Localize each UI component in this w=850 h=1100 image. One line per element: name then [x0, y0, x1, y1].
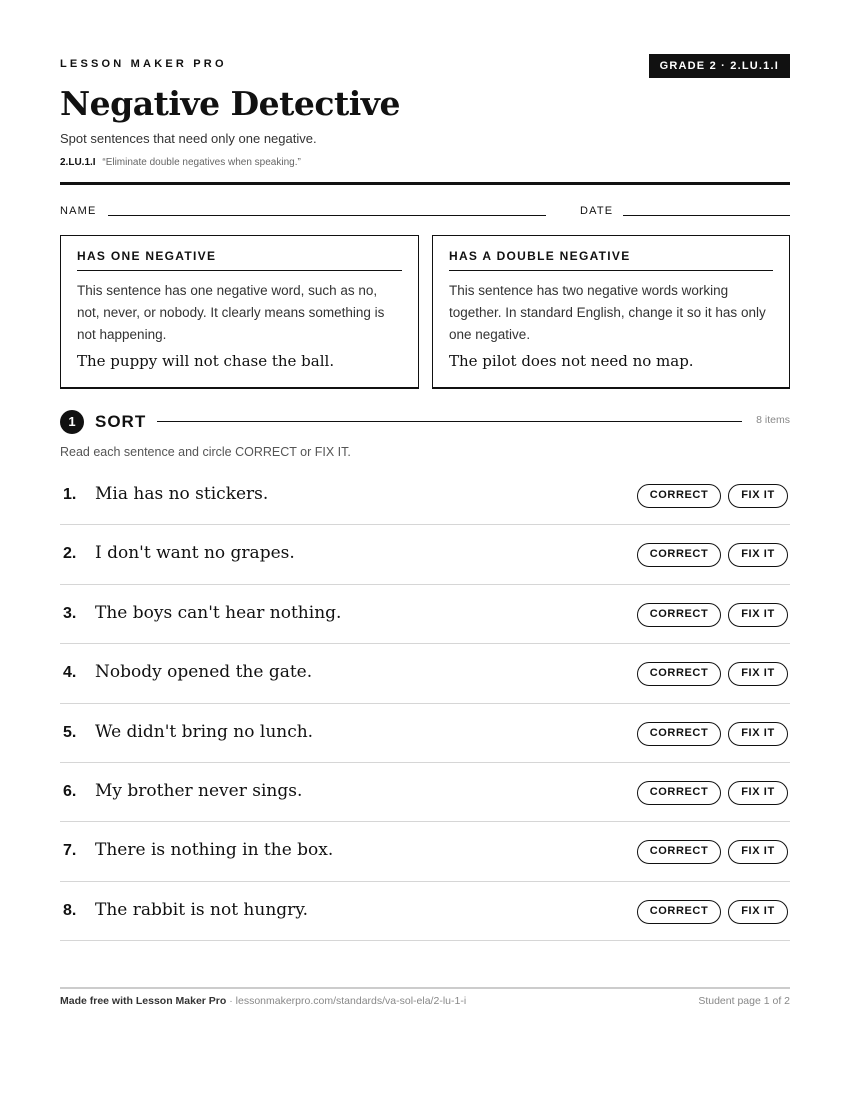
fix-it-button[interactable]: FIX IT [728, 484, 788, 508]
list-item [60, 822, 790, 881]
correct-button[interactable]: CORRECT [637, 603, 721, 627]
item-number: 7. [63, 842, 77, 860]
box-heading: HAS A DOUBLE NEGATIVE [449, 249, 773, 271]
page-title: Negative Detective [60, 84, 400, 123]
item-number: 8. [63, 901, 77, 919]
item-number: 2. [63, 545, 77, 563]
section-divider [157, 421, 742, 422]
box-example: The pilot does not need no map. [449, 352, 694, 370]
correct-button[interactable]: CORRECT [637, 722, 721, 746]
fix-it-button[interactable]: FIX IT [728, 543, 788, 567]
standard-reference [60, 157, 301, 168]
footer-credit [60, 995, 466, 1007]
section-number-badge: 1 [60, 410, 84, 434]
worksheet-page [60, 0, 790, 1100]
list-item [60, 466, 790, 525]
list-item [60, 882, 790, 941]
item-number: 1. [63, 486, 77, 503]
fix-it-button[interactable]: FIX IT [728, 900, 788, 924]
fix-it-button[interactable]: FIX IT [728, 662, 788, 686]
box-description: This sentence has one negative word, such as no, not, never, or nobody. It clearly means something is not happening. [77, 283, 385, 342]
box-heading: HAS ONE NEGATIVE [77, 249, 402, 271]
item-sentence: Mia has no stickers. [95, 484, 269, 504]
item-sentence: My brother never sings. [95, 780, 303, 801]
double-negative-box [432, 235, 790, 389]
sentence-list [60, 466, 790, 941]
item-sentence: Nobody opened the gate. [95, 662, 313, 683]
name-label: NAME [60, 205, 97, 217]
standard-code: 2.LU.1.I [60, 157, 96, 168]
correct-button[interactable]: CORRECT [637, 662, 721, 686]
standard-text: “Eliminate double negatives when speaking.” [102, 157, 301, 168]
item-number: 3. [63, 604, 77, 622]
list-item [60, 704, 790, 763]
one-negative-box [60, 235, 419, 389]
fix-it-button[interactable]: FIX IT [728, 722, 788, 746]
date-label: DATE [580, 205, 614, 217]
list-item [60, 585, 790, 644]
item-sentence: I don't want no grapes. [95, 543, 295, 564]
name-field[interactable] [108, 215, 546, 216]
correct-button[interactable]: CORRECT [637, 543, 721, 567]
footer-made-with: Made free with Lesson Maker Pro [60, 995, 227, 1007]
list-item [60, 525, 790, 584]
item-number: 6. [63, 782, 77, 800]
header-divider [60, 182, 790, 185]
page-subtitle: Spot sentences that need only one negative. [60, 131, 317, 146]
brand-name: LESSON MAKER PRO [60, 58, 227, 70]
grade-badge: GRADE 2 · 2.LU.1.I [649, 54, 790, 78]
box-description: This sentence has two negative words working together. In standard English, change it so it has only one negative. [449, 283, 766, 342]
item-number: 5. [63, 723, 77, 741]
footer-url[interactable]: · lessonmakerpro.com/standards/va-sol-ela/2-lu-1-i [226, 995, 467, 1007]
correct-button[interactable]: CORRECT [637, 900, 721, 924]
footer-page-info: Student page 1 of 2 [698, 995, 790, 1007]
list-item [60, 763, 790, 822]
item-sentence: The rabbit is not hungry. [95, 899, 309, 920]
item-sentence: There is nothing in the box. [95, 840, 334, 861]
item-sentence: The boys can't hear nothing. [95, 602, 342, 623]
fix-it-button[interactable]: FIX IT [728, 840, 788, 864]
correct-button[interactable]: CORRECT [637, 484, 721, 508]
footer-divider [60, 987, 790, 989]
correct-button[interactable]: CORRECT [637, 781, 721, 805]
item-count: 8 items [756, 414, 790, 426]
correct-button[interactable]: CORRECT [637, 840, 721, 864]
fix-it-button[interactable]: FIX IT [728, 781, 788, 805]
instructions: Read each sentence and circle CORRECT or FIX IT. [60, 445, 351, 459]
list-item [60, 644, 790, 703]
item-number: 4. [63, 664, 77, 682]
box-example: The puppy will not chase the ball. [77, 352, 335, 370]
date-field[interactable] [623, 215, 790, 216]
fix-it-button[interactable]: FIX IT [728, 603, 788, 627]
item-sentence: We didn't bring no lunch. [95, 721, 314, 742]
section-title: SORT [95, 412, 147, 431]
